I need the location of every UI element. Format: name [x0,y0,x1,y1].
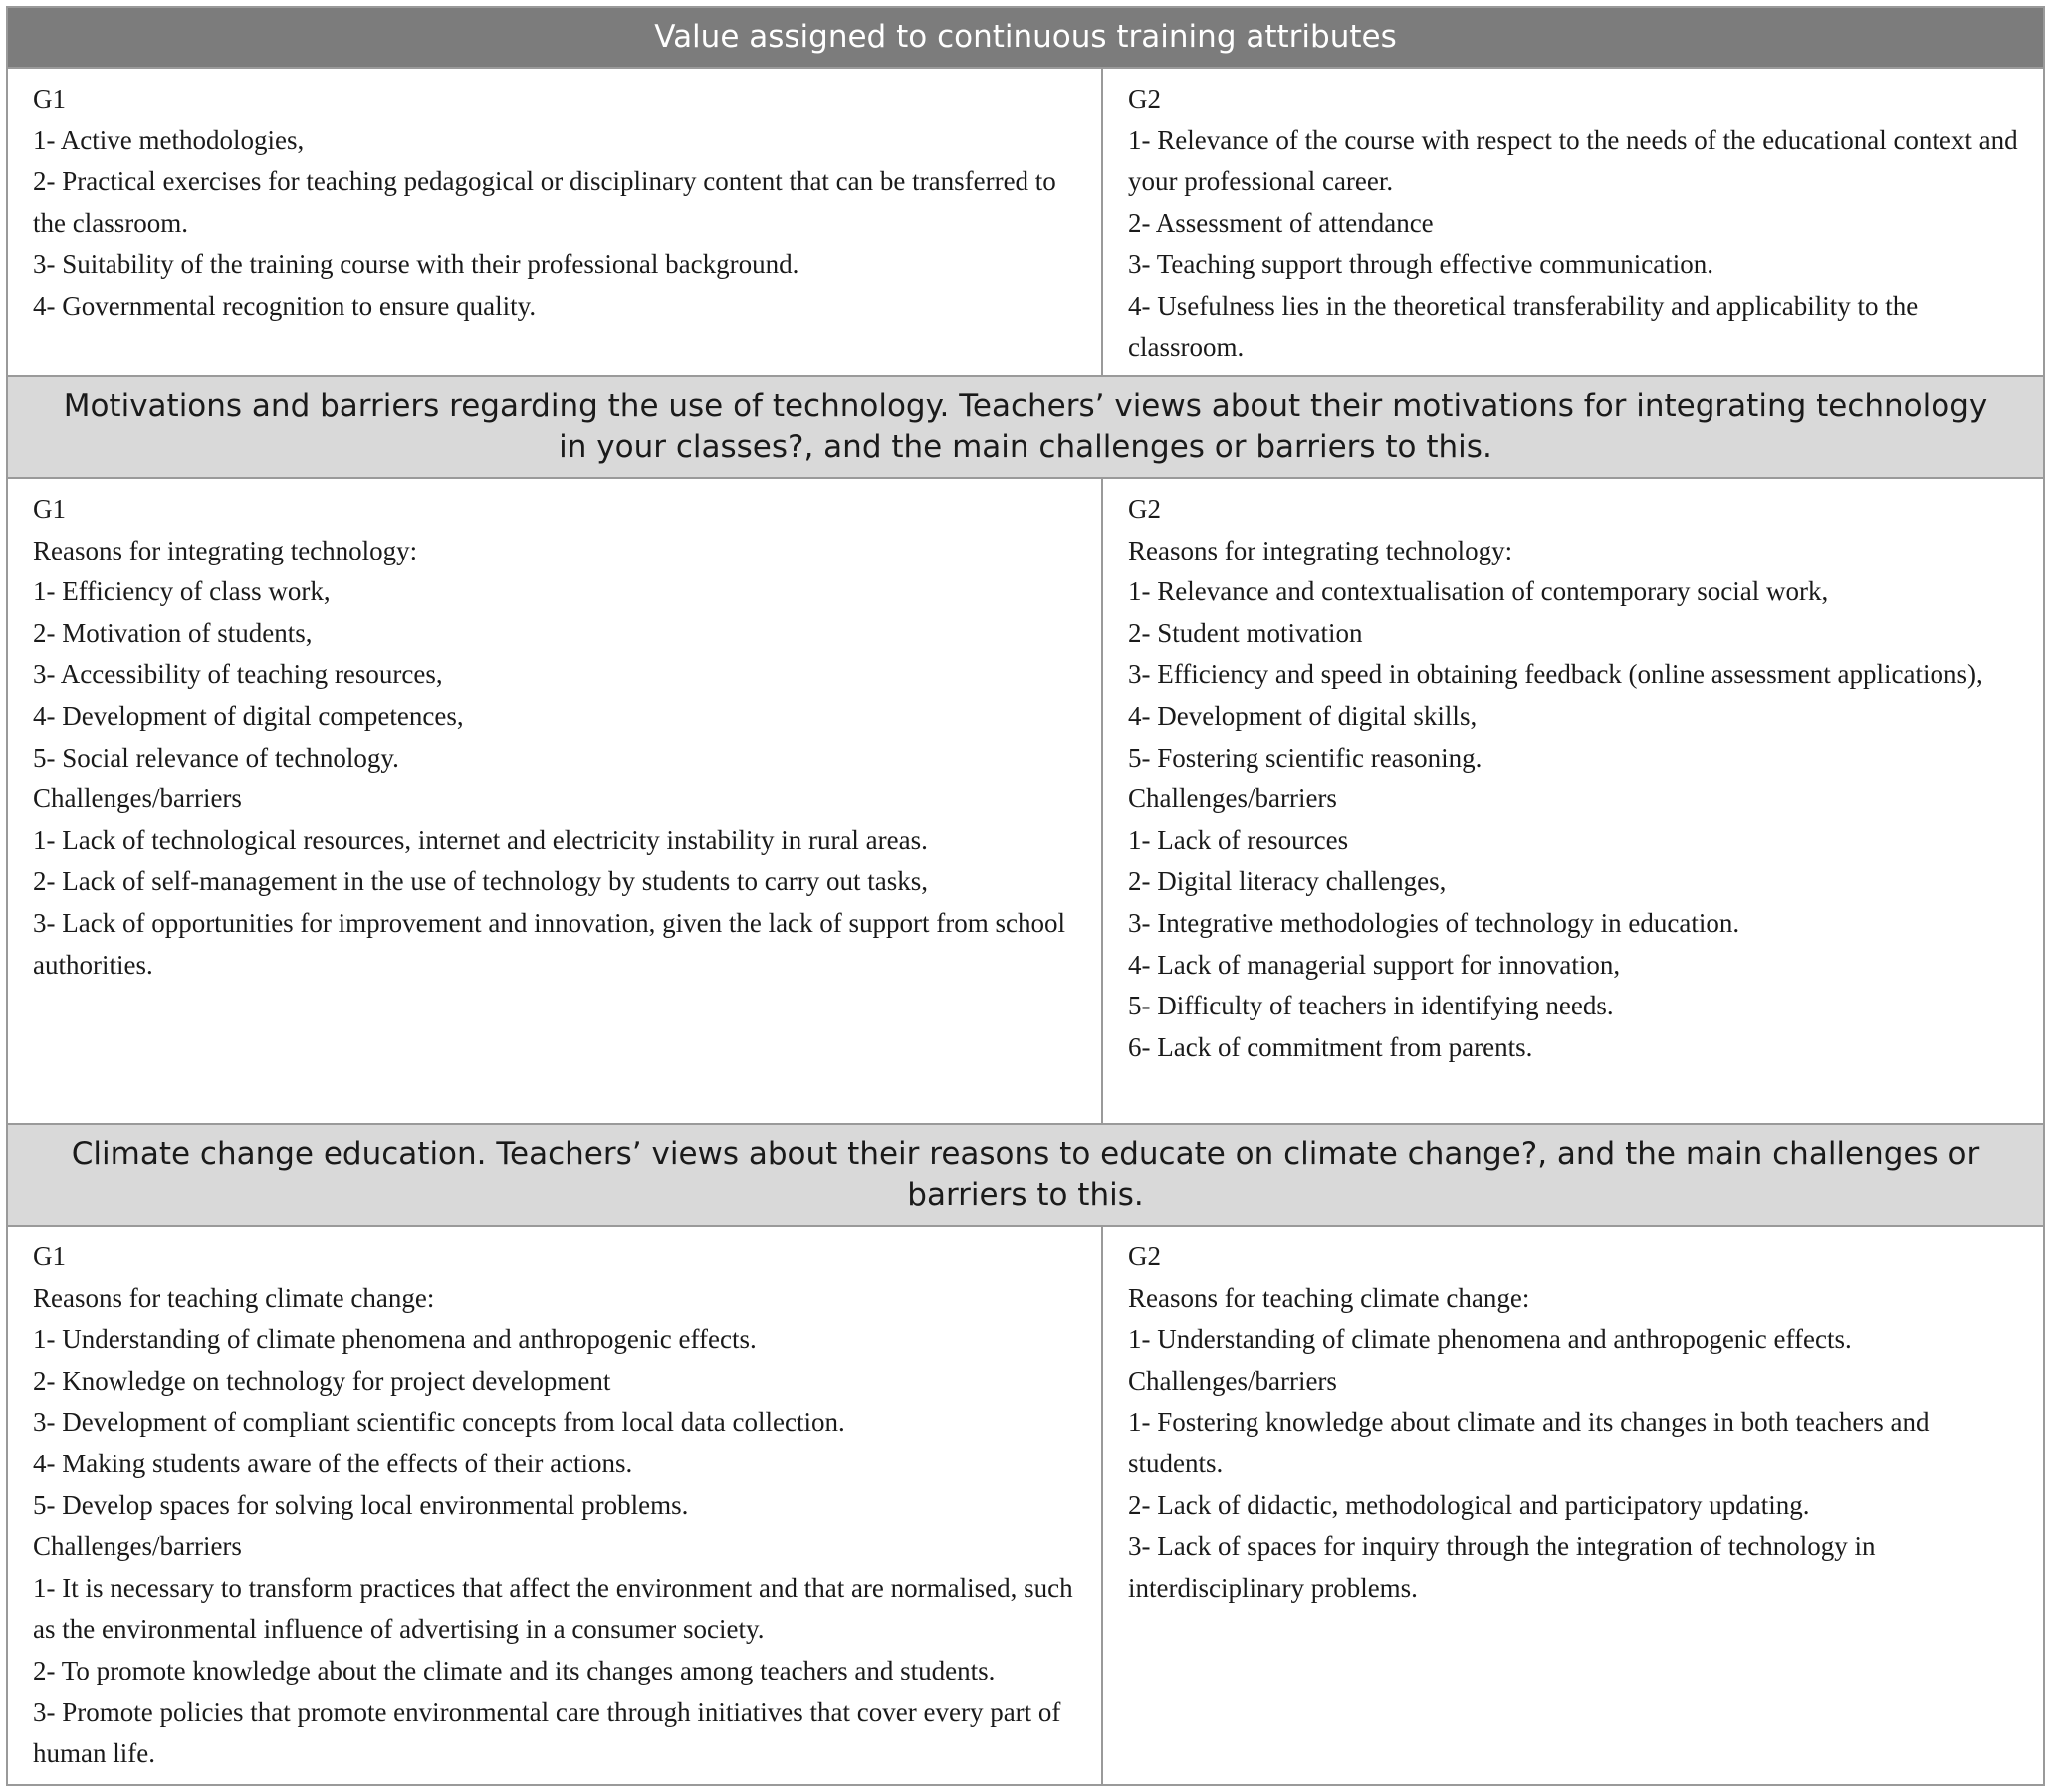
g1-cell [8,1227,1103,1784]
list-item: 4- Development of digital skills, [1128,700,1478,731]
g2-cell [1103,1227,2043,1784]
list-item: 6- Lack of commitment from parents. [1128,1031,1533,1062]
list-item: 3- Efficiency and speed in obtaining feedback (online assessment applications), [1128,659,1983,690]
section-row-training-attributes [8,69,2043,375]
list-item: 3- Accessibility of teaching resources, [33,659,443,690]
g1-cell [8,69,1103,375]
list-item: 5- Difficulty of teachers in identifying needs. [1128,991,1614,1021]
g2-cell [1103,69,2043,375]
list-item: 4- Lack of managerial support for innovation, [1128,949,1621,980]
list-item: 5- Social relevance of technology. [33,742,399,773]
list-item: 4- Making students aware of the effects of their actions. [33,1448,633,1478]
section-row-climate-change [8,1227,2043,1784]
g1-cell [8,479,1103,1123]
list-item: 5- Develop spaces for solving local environmental problems. [33,1489,689,1520]
summary-table [6,6,2045,1786]
group-label: G1 [33,84,66,113]
group-label: G2 [1128,1241,1161,1271]
list-item: 1- It is necessary to transform practices that affect the environment and that are normalised, such as the environmental influence of advertising in a consumer society. [33,1572,1073,1645]
section-header-climate-change [8,1123,2043,1227]
list-item: Challenges/barriers [1128,784,1337,814]
list-item: 3- Integrative methodologies of technology in education. [1128,907,1740,938]
group-label: G1 [33,1241,66,1271]
group-label: G1 [33,494,66,524]
section-title: Climate change education. Teachers’ views about their reasons to educate on climate change?, and the main challenges or barriers to this. [71,1136,1980,1213]
list-item: 2- Knowledge on technology for project development [33,1365,611,1396]
list-item: 1- Active methodologies, [33,124,305,155]
list-item: 1- Lack of resources [1128,824,1349,855]
list-item: 5- Fostering scientific reasoning. [1128,742,1483,773]
list-item: 1- Lack of technological resources, internet and electricity instability in rural areas. [33,824,928,855]
list-item: 3- Lack of opportunities for improvement and innovation, given the lack of support from school authorities. [33,907,1066,980]
list-item: 1- Understanding of climate phenomena and anthropogenic effects. [1128,1324,1852,1355]
group-label: G2 [1128,494,1161,524]
list-item: 2- Digital literacy challenges, [1128,866,1447,897]
list-item: Challenges/barriers [33,1531,242,1562]
list-item: 2- Student motivation [1128,617,1363,648]
list-item: 3- Promote policies that promote environmental care through initiatives that cover every part of human life. [33,1696,1061,1769]
list-item: Reasons for integrating technology: [33,535,418,565]
list-item: 3- Lack of spaces for inquiry through the integration of technology in interdisciplinary problems. [1128,1531,1876,1603]
list-item: 1- Relevance and contextualisation of contemporary social work, [1128,576,1829,607]
section-title: Motivations and barriers regarding the use of technology. Teachers’ views about their motivations for integrating technology in your classes?, and the main challenges or barriers to this. [63,388,1988,465]
list-item: 1- Relevance of the course with respect to the needs of the educational context and your professional career. [1128,124,2018,197]
group-label: G2 [1128,84,1161,113]
list-item: 2- Lack of didactic, methodological and participatory updating. [1128,1489,1810,1520]
list-item: Challenges/barriers [33,784,242,814]
section-header-technology [8,375,2043,479]
list-item: 2- Practical exercises for teaching pedagogical or disciplinary content that can be transferred to the classroom. [33,166,1056,238]
section-row-technology [8,479,2043,1123]
list-item: 2- To promote knowledge about the climate and its changes among teachers and students. [33,1655,996,1685]
list-item: 3- Development of compliant scientific concepts from local data collection. [33,1407,845,1438]
list-item: 1- Fostering knowledge about climate and its changes in both teachers and students. [1128,1407,1930,1478]
list-item: Reasons for teaching climate change: [1128,1282,1530,1313]
list-item: 3- Teaching support through effective communication. [1128,249,1713,280]
list-item: 1- Understanding of climate phenomena and anthropogenic effects. [33,1324,757,1355]
section-header-training-attributes [8,8,2043,69]
list-item: 2- Assessment of attendance [1128,207,1434,238]
section-title: Value assigned to continuous training attributes [654,19,1397,55]
list-item: 1- Efficiency of class work, [33,576,331,607]
list-item: 4- Usefulness lies in the theoretical transferability and applicability to the classroom. [1128,290,1919,362]
list-item: 2- Lack of self-management in the use of technology by students to carry out tasks, [33,866,929,897]
list-item: Reasons for integrating technology: [1128,535,1513,565]
list-item: Challenges/barriers [1128,1365,1337,1396]
list-item: 4- Development of digital competences, [33,700,464,731]
list-item: Reasons for teaching climate change: [33,1282,435,1313]
list-item: 4- Governmental recognition to ensure quality. [33,290,537,321]
list-item: 3- Suitability of the training course with their professional background. [33,249,799,280]
list-item: 2- Motivation of students, [33,617,313,648]
g2-cell [1103,479,2043,1123]
